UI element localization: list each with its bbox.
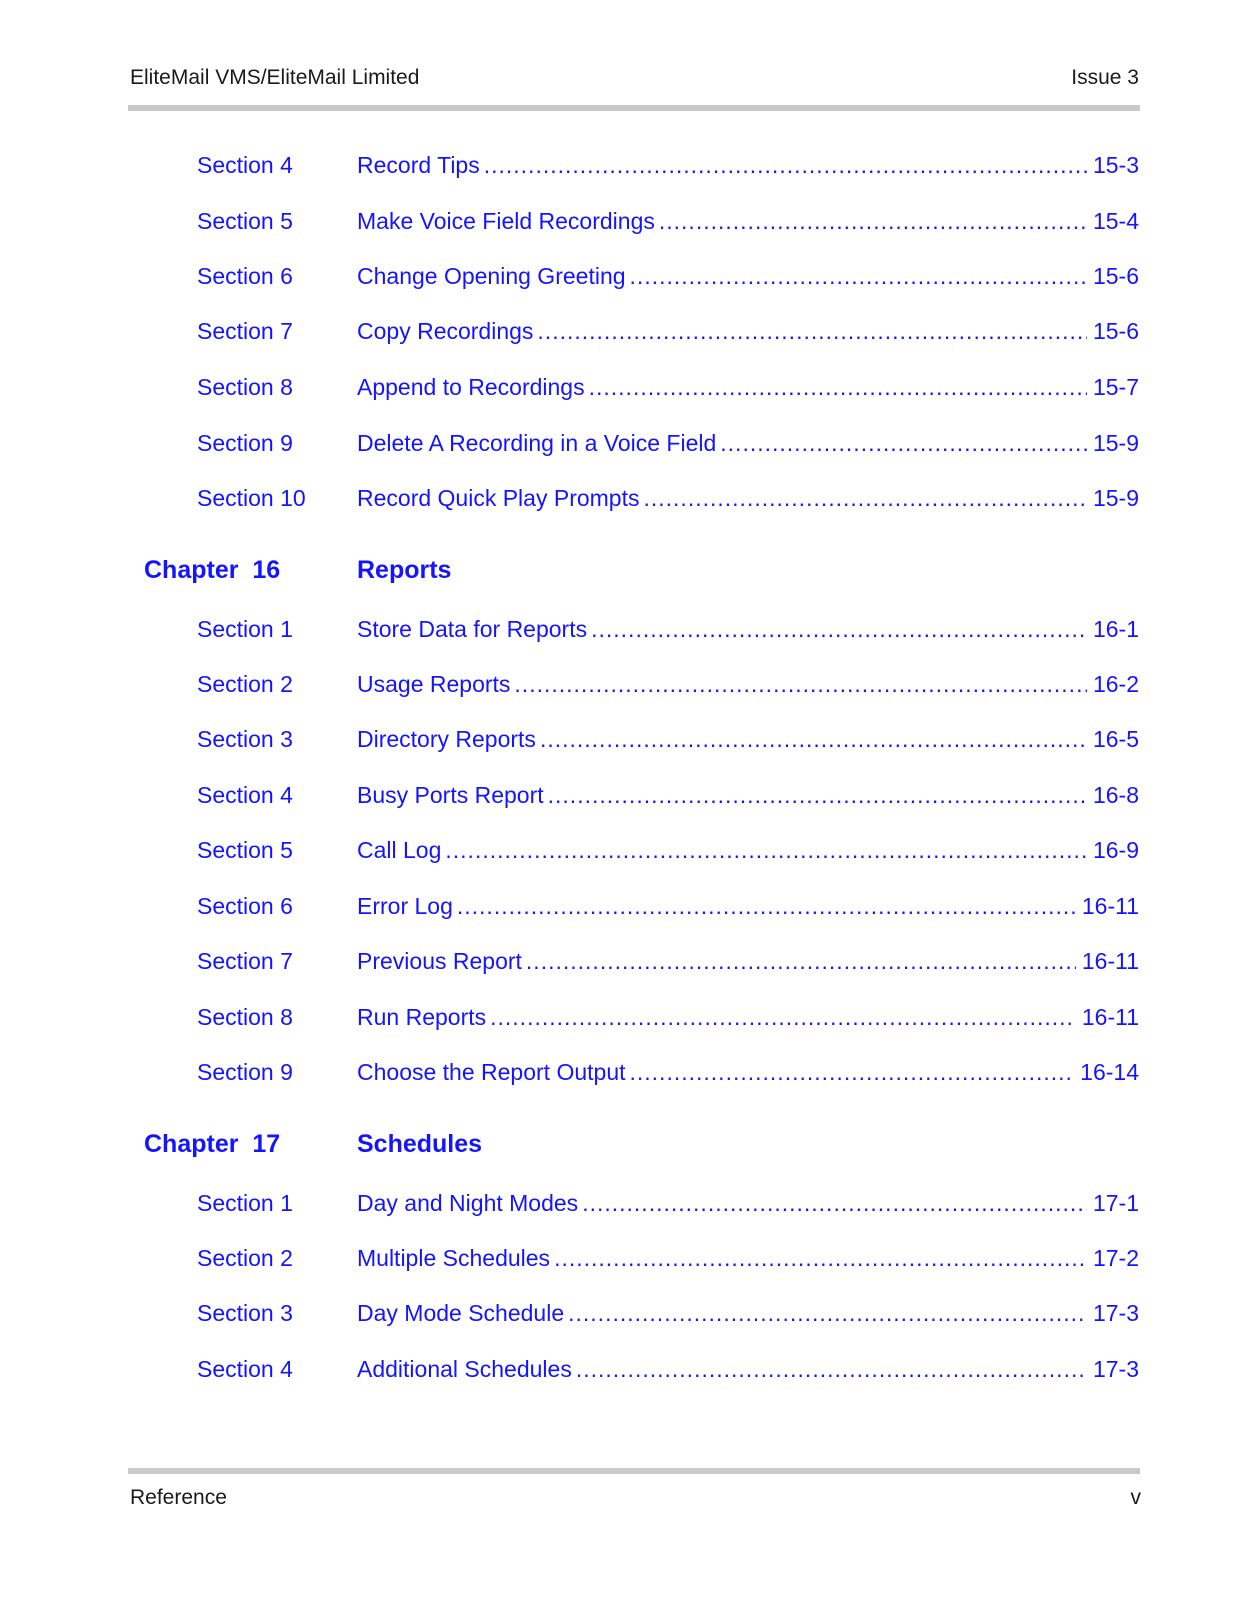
dot-leader xyxy=(659,208,1087,235)
toc-entry-title: Delete A Recording in a Voice Field xyxy=(357,430,717,456)
toc-page-number: 15-9 xyxy=(1092,430,1139,456)
toc-page-number: 16-1 xyxy=(1092,616,1139,642)
toc-entry-title: Usage Reports xyxy=(357,671,511,697)
toc-section-label: Section 5 xyxy=(197,208,293,234)
toc-entry-title: Day Mode Schedule xyxy=(357,1300,565,1326)
footer-page-number: v xyxy=(1130,1486,1141,1509)
toc-row[interactable] xyxy=(0,374,1237,408)
toc-section-label: Section 3 xyxy=(197,1300,293,1326)
toc-section-label: Section 4 xyxy=(197,152,293,178)
toc-row[interactable] xyxy=(0,893,1237,927)
toc-entry-title: Append to Recordings xyxy=(357,374,585,400)
toc-page-number: 16-9 xyxy=(1092,837,1139,863)
toc-entry-title: Run Reports xyxy=(357,1004,487,1030)
footer-rule xyxy=(128,1468,1140,1474)
toc-entry-title: Change Opening Greeting xyxy=(357,263,626,289)
toc-page-number: 16-11 xyxy=(1081,1004,1139,1030)
toc-entry-link[interactable] xyxy=(357,374,1139,408)
header-issue: Issue 3 xyxy=(1071,66,1139,89)
toc-row[interactable] xyxy=(0,726,1237,760)
toc-entry-title: Multiple Schedules xyxy=(357,1245,551,1271)
toc-row[interactable] xyxy=(0,208,1237,242)
toc-page-number: 15-6 xyxy=(1092,318,1139,344)
toc-entry-link[interactable] xyxy=(357,263,1139,297)
toc-page-number: 15-9 xyxy=(1092,485,1139,511)
toc-entry-title: Additional Schedules xyxy=(357,1356,572,1382)
toc-entry-link[interactable] xyxy=(357,152,1139,186)
toc-chapter-heading[interactable] xyxy=(0,1130,1237,1166)
dot-leader xyxy=(568,1300,1087,1327)
toc-section-label: Section 8 xyxy=(197,1004,293,1030)
toc-entry-link[interactable] xyxy=(357,1245,1139,1279)
dot-leader xyxy=(630,263,1087,290)
toc-entry-title: Busy Ports Report xyxy=(357,782,544,808)
toc-page-number: 16-11 xyxy=(1081,893,1139,919)
dot-leader xyxy=(526,948,1076,975)
dot-leader xyxy=(554,1245,1087,1272)
toc-row[interactable] xyxy=(0,616,1237,650)
toc-section-label: Section 1 xyxy=(197,1190,293,1216)
toc-entry-link[interactable] xyxy=(357,782,1139,816)
toc-section-label: Section 4 xyxy=(197,782,293,808)
toc-entry-title: Previous Report xyxy=(357,948,522,974)
toc-entry-link[interactable] xyxy=(357,1356,1139,1390)
dot-leader xyxy=(490,1004,1076,1031)
dot-leader xyxy=(582,1190,1087,1217)
toc-page-number: 16-2 xyxy=(1092,671,1139,697)
toc-entry-link[interactable] xyxy=(357,1190,1139,1224)
dot-leader xyxy=(484,152,1087,179)
toc-entry-link[interactable] xyxy=(357,893,1139,927)
toc-entry-link[interactable] xyxy=(357,948,1139,982)
chapter-label: Chapter 17 xyxy=(144,1130,281,1158)
toc-row[interactable] xyxy=(0,1356,1237,1390)
header-document-title: EliteMail VMS/EliteMail Limited xyxy=(130,66,420,89)
toc-entry-link[interactable] xyxy=(357,616,1139,650)
toc-entry-title: Record Quick Play Prompts xyxy=(357,485,640,511)
toc-chapter-heading[interactable] xyxy=(0,556,1237,592)
chapter-title[interactable]: Schedules xyxy=(357,1130,483,1158)
toc-row[interactable] xyxy=(0,263,1237,297)
toc-section-label: Section 3 xyxy=(197,726,293,752)
dot-leader xyxy=(514,671,1087,698)
toc-entry-link[interactable] xyxy=(357,837,1139,871)
dot-leader xyxy=(643,485,1086,512)
toc-section-label: Section 10 xyxy=(197,485,306,511)
toc-entry-link[interactable] xyxy=(357,671,1139,705)
dot-leader xyxy=(576,1356,1087,1383)
toc-section-label: Section 7 xyxy=(197,318,293,344)
toc-page-number: 16-11 xyxy=(1081,948,1139,974)
toc-page-number: 16-8 xyxy=(1092,782,1139,808)
toc-row[interactable] xyxy=(0,1245,1237,1279)
toc-entry-link[interactable] xyxy=(357,430,1139,464)
dot-leader xyxy=(630,1059,1075,1086)
header-rule xyxy=(128,105,1140,111)
toc-row[interactable] xyxy=(0,837,1237,871)
toc-row[interactable] xyxy=(0,948,1237,982)
toc-row[interactable] xyxy=(0,152,1237,186)
toc-section-label: Section 5 xyxy=(197,837,293,863)
toc-row[interactable] xyxy=(0,318,1237,352)
toc-entry-link[interactable] xyxy=(357,1059,1139,1093)
dot-leader xyxy=(445,837,1087,864)
toc-page-number: 16-14 xyxy=(1080,1059,1139,1085)
dot-leader xyxy=(540,726,1087,753)
toc-entry-title: Error Log xyxy=(357,893,453,919)
toc-page-number: 15-6 xyxy=(1092,263,1139,289)
dot-leader xyxy=(457,893,1076,920)
toc-section-label: Section 1 xyxy=(197,616,293,642)
chapter-title[interactable]: Reports xyxy=(357,556,452,584)
toc-page-number: 17-3 xyxy=(1092,1300,1139,1326)
chapter-label: Chapter 16 xyxy=(144,556,281,584)
toc-entry-title: Make Voice Field Recordings xyxy=(357,208,655,234)
toc-row[interactable] xyxy=(0,1300,1237,1334)
toc-entry-link[interactable] xyxy=(357,1004,1139,1038)
dot-leader xyxy=(537,318,1087,345)
toc-section-label: Section 6 xyxy=(197,893,293,919)
toc-section-label: Section 6 xyxy=(197,263,293,289)
toc-section-label: Section 8 xyxy=(197,374,293,400)
toc-section-label: Section 9 xyxy=(197,430,293,456)
toc-row[interactable] xyxy=(0,1190,1237,1224)
toc-entry-title: Store Data for Reports xyxy=(357,616,588,642)
toc-page-number: 15-7 xyxy=(1092,374,1139,400)
toc-section-label: Section 4 xyxy=(197,1356,293,1382)
toc-row[interactable] xyxy=(0,430,1237,464)
toc-page-number: 17-2 xyxy=(1092,1245,1139,1271)
dot-leader xyxy=(548,782,1087,809)
toc-page-number: 17-3 xyxy=(1092,1356,1139,1382)
toc-entry-link[interactable] xyxy=(357,485,1139,519)
toc-row[interactable] xyxy=(0,671,1237,705)
toc-entry-link[interactable] xyxy=(357,318,1139,352)
toc-entry-link[interactable] xyxy=(357,208,1139,242)
toc-entry-link[interactable] xyxy=(357,1300,1139,1334)
toc-entry-title: Choose the Report Output xyxy=(357,1059,626,1085)
dot-leader xyxy=(720,430,1087,457)
toc-section-label: Section 7 xyxy=(197,948,293,974)
toc-row[interactable] xyxy=(0,1004,1237,1038)
toc-section-label: Section 9 xyxy=(197,1059,293,1085)
toc-entry-title: Day and Night Modes xyxy=(357,1190,579,1216)
toc-page-number: 16-5 xyxy=(1092,726,1139,752)
toc-entry-link[interactable] xyxy=(357,726,1139,760)
toc-page-number: 15-4 xyxy=(1092,208,1139,234)
toc-section-label: Section 2 xyxy=(197,1245,293,1271)
toc-row[interactable] xyxy=(0,782,1237,816)
footer-section-name: Reference xyxy=(130,1486,227,1509)
toc-row[interactable] xyxy=(0,485,1237,519)
toc-page-number: 17-1 xyxy=(1092,1190,1139,1216)
dot-leader xyxy=(589,374,1087,401)
toc-entry-title: Copy Recordings xyxy=(357,318,534,344)
toc-entry-title: Record Tips xyxy=(357,152,480,178)
toc-row[interactable] xyxy=(0,1059,1237,1093)
toc-entry-title: Directory Reports xyxy=(357,726,536,752)
toc-section-label: Section 2 xyxy=(197,671,293,697)
toc-page-number: 15-3 xyxy=(1092,152,1139,178)
toc-entry-title: Call Log xyxy=(357,837,442,863)
dot-leader xyxy=(591,616,1087,643)
